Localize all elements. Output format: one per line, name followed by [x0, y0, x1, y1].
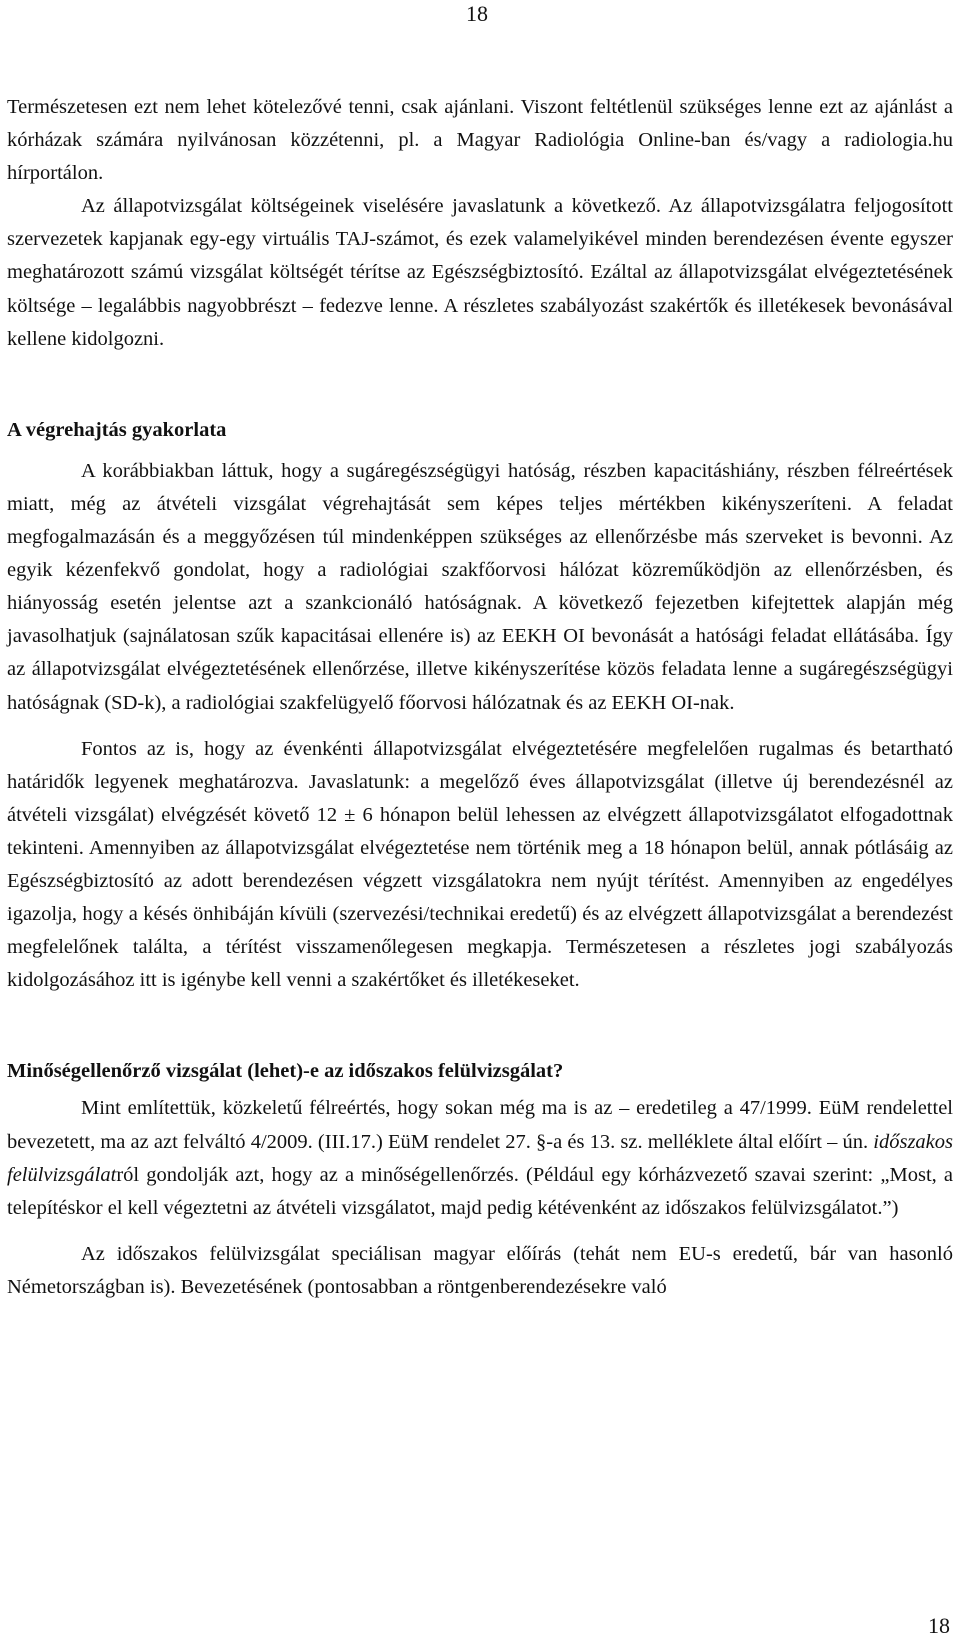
section-heading-quality-control: Minőségellenőrző vizsgálat (lehet)-e az időszakos felülvizsgálat? [7, 1060, 564, 1083]
page-number-bottom: 18 [928, 1613, 950, 1638]
paragraph-2: Az állapotvizsgálat költségeinek viselésére javaslatunk a következő. Az állapotvizsgálatra feljogosított szervezetek kapjanak egy-egy virtuális TAJ-számot, és ezek valamelyikével minden berendezésen évente egyszer meghatározott számú vizsgálat költségét térítse az Egészségbiztosító. Ezáltal az állapotvizsgálat elvégeztetésének költsége – legalábbis nagyobbrészt – fedezve lenne. A részletes szabályozást szakértők és illetékesek bevonásával kellene kidolgozni. [7, 195, 953, 350]
paragraph-5-part-a: Mint említettük, közkeletű félreértés, hogy sokan még ma is az – eredetileg a 47/1999. EüM rendelettel bevezetett, ma az azt felváltó 4/2009. (III.17.) EüM rendelet 27. §-a és 13. sz. melléklete által előírt – ún. [7, 1097, 953, 1153]
section-heading-implementation: A végrehajtás gyakorlata [7, 418, 227, 441]
paragraph-6: Az időszakos felülvizsgálat speciálisan magyar előírás (tehát nem EU-s eredetű, bár van hasonló Németországban is). Bevezetésének (pontosabban a röntgenberendezésekre való [7, 1242, 953, 1298]
paragraph-1: Természetesen ezt nem lehet kötelezővé tenni, csak ajánlani. Viszont feltétlenül szükséges lenne ezt az ajánlást a kórházak számára nyilvánosan közzétenni, pl. a Magyar Radiológia Online-ban és/vagy a radiologia.hu hírportálon. [7, 96, 953, 185]
paragraph-5-emphasis: időszakos felülvizsgálat [7, 1130, 953, 1186]
paragraph-4: Fontos az is, hogy az évenkénti állapotvizsgálat elvégeztetésére megfelelően rugalmas és betartható határidők legyenek meghatározva. Javaslatunk: a megelőző éves állapotvizsgálat (illetve új berendezésnél az átvételi vizsgálat) elvégzését követő 12 ± 6 hónapon belül lehessen az elvégzett állapotvizsgálatot elfogadottnak tekinteni. Amennyiben az állapotvizsgálat elvégeztetése nem történik meg a 18 hónapon belül, annak pótlásáig az Egészségbiztosító az adott berendezésen végzett vizsgálatokra nem nyújt térítést. Amennyiben az engedélyes igazolja, hogy a késés önhibáján kívüli (szervezési/technikai eredetű) és az elvégzett állapotvizsgálat a berendezést megfelelőnek találta, a térítést visszamenőlegesen megkapja. Természetesen a részletes jogi szabályozás kidolgozásához itt is igénybe kell venni a szakértőket és illetékeseket. [7, 737, 953, 992]
document-body [7, 91, 953, 1304]
paragraph-5-part-b: ról gondolják azt, hogy az a minőségellenőrzés. (Például egy kórházvezető szavai szerint: „Most, a telepítéskor el kell végeztetni az átvételi vizsgálatot, majd pedig kétévenként az időszakos felülvizsgálatot.”) [7, 1163, 953, 1219]
paragraph-3: A korábbiakban láttuk, hogy a sugáregészségügyi hatóság, részben kapacitáshiány, részben félreértések miatt, még az átvételi vizsgálat végrehajtását sem képes teljes mértékben kikényszeríteni. A feladat megfogalmazásán és a meggyőzésen túl mindenképpen szükséges az ellenőrzésbe más szerveket is bevonni. Az egyik kézenfekvő gondolat, hogy a radiológiai szakfőorvosi hálózat közreműködjön az ellenőrzésben, és hiányosság esetén jelentse azt a szankcionáló hatóságnak. A következő fejezetben kifejtettek alapján még javasolhatjuk (sajnálatosan szűk kapacitásai ellenére is) az EEKH OI bevonását a hatósági feladat ellátásába. Így az állapotvizsgálat elvégeztetésének ellenőrzése, illetve kikényszerítése közös feladata lenne a sugáregészségügyi hatóságnak (SD-k), a radiológiai szakfelügyelő főorvosi hálózatnak és az EEKH OI-nak. [7, 459, 953, 714]
paragraph-5 [7, 1092, 953, 1224]
page-number-top: 18 [466, 1, 488, 26]
